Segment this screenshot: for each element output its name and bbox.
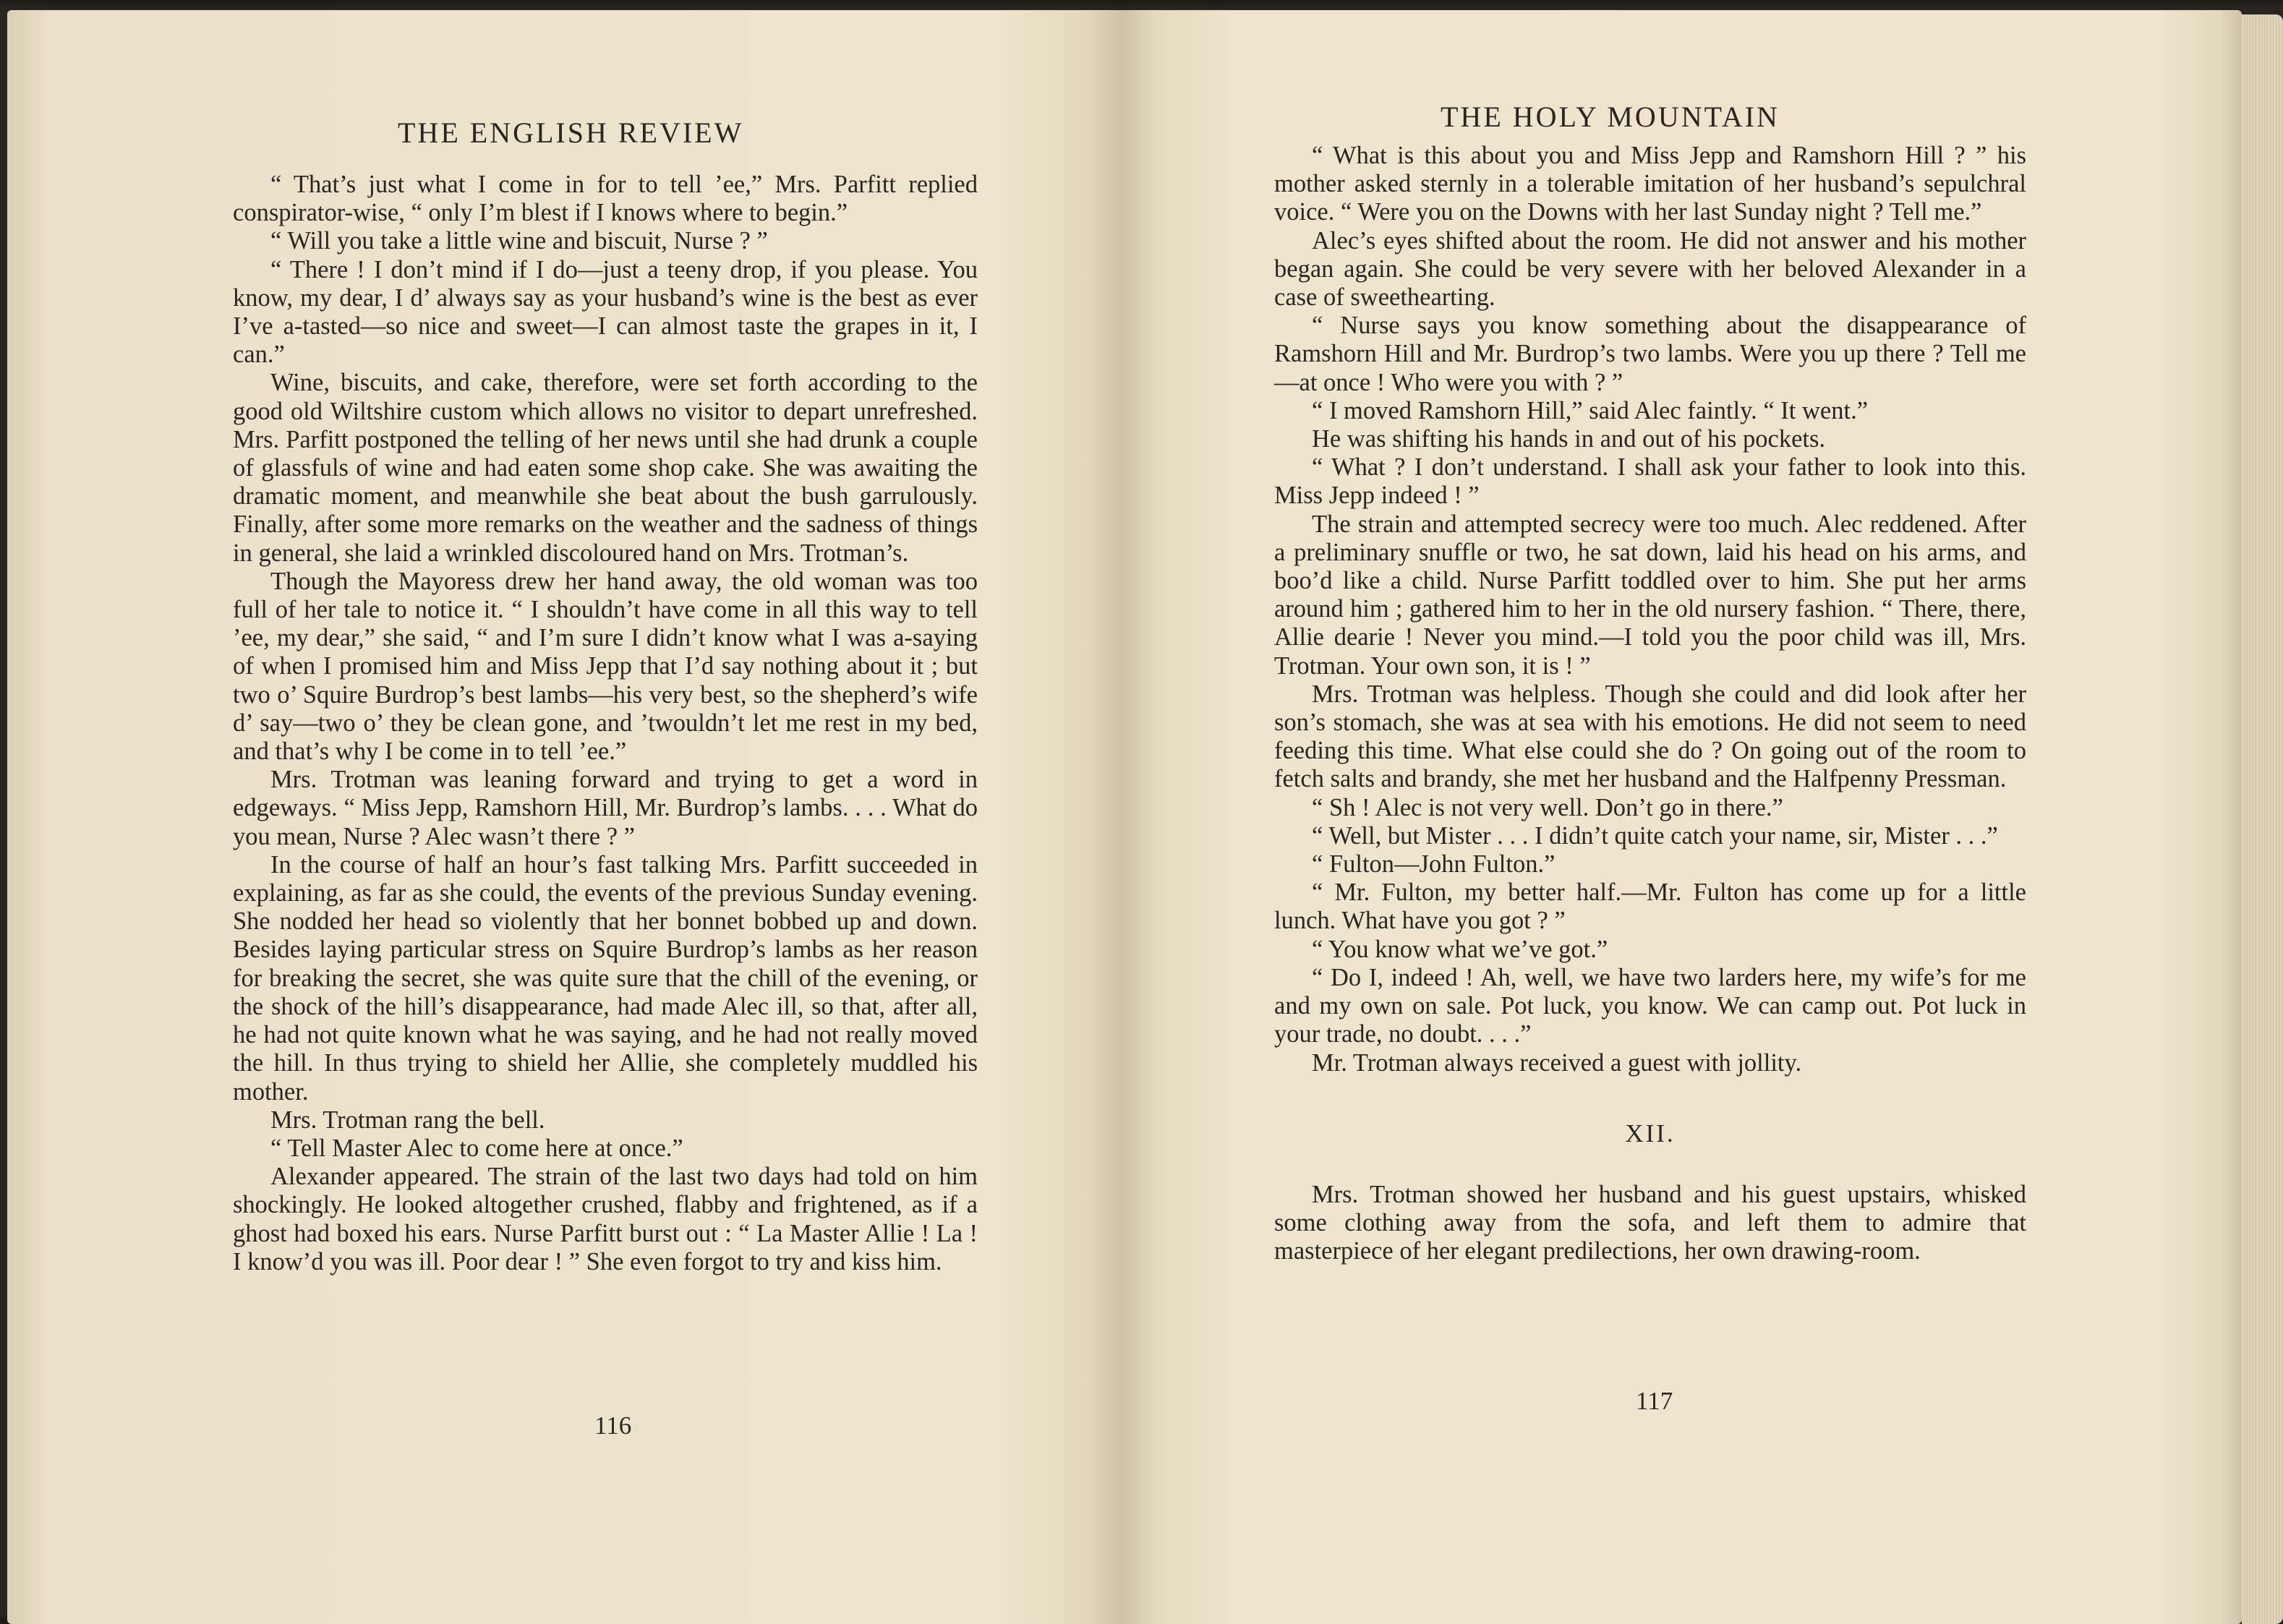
- paragraph: “ That’s just what I come in for to tell ’ee,” Mrs. Parfitt replied conspirator-wise, “ only I’m blest if I knows where to begin.”: [233, 171, 978, 227]
- section-heading: XII.: [1625, 1119, 1676, 1148]
- paragraph: Mrs. Trotman rang the bell.: [270, 1106, 545, 1134]
- paragraph: In the course of half an hour’s fast talking Mrs. Parfitt succeeded in explaining, as far as she could, the events of the previous Sunday evening. She nodded her head so violently that her bonnet bobbed up and down. Besides laying particular stress on Squire Burdrop’s lambs as her reason for breaking the secret, she was quite sure that the chill of the evening, or the shock of the hill’s disappearance, had made Alec ill, so that, after all, he had not quite known what he was saying, and he had not really moved the hill. In thus trying to shield her Allie, she completely muddled his mother.: [233, 850, 978, 1106]
- paragraph: The strain and attempted secrecy were too much. Alec reddened. After a preliminary snuffle or two, he sat down, laid his head on his arms, and boo’d like a child. Nurse Parfitt toddled over to him. She put her arms around him ; gathered him to her in the old nursery fashion. “ There, there, Allie dearie ! Never you mind.—I told you the poor child was ill, Mrs. Trotman. Your own son, it is ! ”: [1274, 510, 2026, 680]
- paragraph: “ Sh ! Alec is not very well. Don’t go in there.”: [1312, 793, 1783, 821]
- paragraph: Mr. Trotman always received a guest with jollity.: [1312, 1048, 1802, 1077]
- paragraph: Alexander appeared. The strain of the last two days had told on him shockingly. He looked altogether crushed, flabby and frightened, as if a ghost had boxed his ears. Nurse Parfitt burst out : “ La Master Allie ! La ! I know’d you was ill. Poor dear ! ” She even forgot to try and kiss him.: [233, 1163, 978, 1275]
- paragraph: “ I moved Ramshorn Hill,” said Alec faintly. “ It went.”: [1312, 396, 1869, 424]
- paragraph: “ Do I, indeed ! Ah, well, we have two larders here, my wife’s for me and my own on sale. Pot luck, you know. We can camp out. Pot luck in your trade, no doubt. . . .”: [1274, 963, 2026, 1048]
- paragraph: Mrs. Trotman was helpless. Though she could and did look after her son’s stomach, she was at sea with his emotions. He did not seem to need feeding this time. What else could she do ? On going out of the room to fetch salts and brandy, she met her husband and the Halfpenny Pressman.: [1274, 680, 2026, 793]
- page-number-right: 117: [1636, 1387, 1673, 1415]
- paragraph: Mrs. Trotman was leaning forward and trying to get a word in edgeways. “ Miss Jepp, Ramshorn Hill, Mr. Burdrop’s lambs. . . . What do you mean, Nurse ? Alec wasn’t there ? ”: [233, 766, 978, 850]
- page-edges: [2242, 14, 2283, 1624]
- paragraph: Though the Mayoress drew her hand away, the old woman was too full of her tale to notice it. “ I shouldn’t have come in all this way to tell ’ee, my dear,” she said, “ and I’m sure I didn’t know what I was a-saying of when I promised him and Miss Jepp that I’d say nothing about it ; but two o’ Squire Burdrop’s best lambs—his very best, so the shepherd’s wife d’ say—two o’ they be clean gone, and ’twouldn’t let me rest in my bed, and that’s why I be come in to tell ’ee.”: [233, 567, 978, 766]
- paragraph: “ What is this about you and Miss Jepp and Ramshorn Hill ? ” his mother asked sternly in a tolerable imitation of her husband’s sepulchral voice. “ Were you on the Downs with her last Sunday night ? Tell me.”: [1274, 142, 2026, 226]
- paragraph: “ What ? I don’t understand. I shall ask your father to look into this. Miss Jepp indeed ! ”: [1274, 453, 2026, 510]
- paragraph: “ You know what we’ve got.”: [1312, 935, 1608, 963]
- running-head-left: THE ENGLISH REVIEW: [398, 116, 744, 149]
- right-page-body: [1274, 142, 2026, 1266]
- left-page-body: [233, 171, 978, 1276]
- paragraph: “ Tell Master Alec to come here at once.”: [270, 1134, 683, 1162]
- page-number-left: 116: [594, 1411, 632, 1440]
- paragraph: Wine, biscuits, and cake, therefore, were set forth according to the good old Wiltshire custom which allows no visitor to depart unrefreshed. Mrs. Parfitt postponed the telling of her news until she had drunk a couple of glassfuls of wine and had eaten some shop cake. She was awaiting the dramatic moment, and meanwhile she beat about the bush garrulously. Finally, after some more remarks on the weather and the sadness of things in general, she laid a wrinkled discoloured hand on Mrs. Trotman’s.: [233, 369, 978, 567]
- paragraph: “ There ! I don’t mind if I do—just a teeny drop, if you please. You know, my dear, I d’ always say as your husband’s wine is the best as ever I’ve a-tasted—so nice and sweet—I can almost taste the grapes in it, I can.”: [233, 255, 978, 369]
- paragraph: “ Nurse says you know something about the disappearance of Ramshorn Hill and Mr. Burdrop’s two lambs. Were you up there ? Tell me—at once ! Who were you with ? ”: [1274, 312, 2026, 396]
- running-head-right: THE HOLY MOUNTAIN: [1441, 101, 1780, 133]
- paragraph: “ Fulton—John Fulton.”: [1312, 850, 1556, 879]
- paragraph: Mrs. Trotman showed her husband and his guest upstairs, whisked some clothing away from the sofa, and left them to admire that masterpiece of her elegant predilections, her own drawing-room.: [1274, 1180, 2026, 1265]
- paragraph: “ Mr. Fulton, my better half.—Mr. Fulton has come up for a little lunch. What have you got ? ”: [1274, 879, 2026, 935]
- paragraph: Alec’s eyes shifted about the room. He did not answer and his mother began again. She could be very severe with her beloved Alexander in a case of sweethearting.: [1274, 226, 2026, 312]
- paragraph: “ Well, but Mister . . . I didn’t quite catch your name, sir, Mister . . .”: [1312, 821, 1998, 850]
- paragraph: He was shifting his hands in and out of his pockets.: [1312, 425, 1826, 453]
- paragraph: “ Will you take a little wine and biscuit, Nurse ? ”: [270, 227, 768, 255]
